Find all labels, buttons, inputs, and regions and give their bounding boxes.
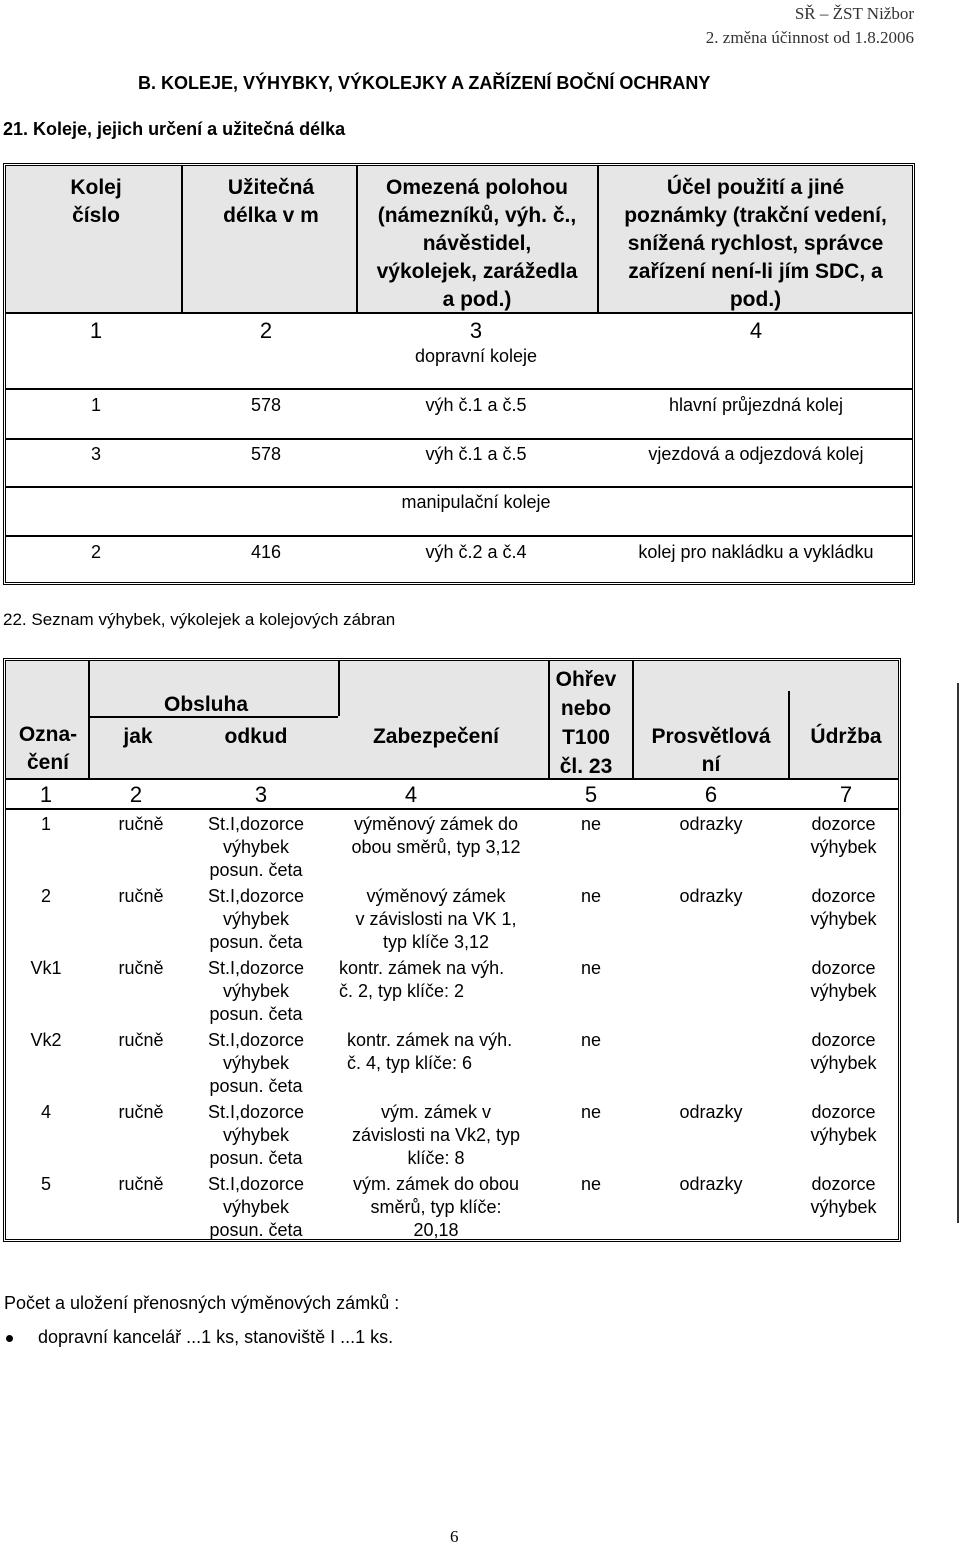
row2-kolej: 3	[90, 444, 101, 464]
col-kolej-header: Kolej číslo	[36, 174, 156, 230]
table-row-1-odkud: St.I,dozorce výhybek posun. četa	[207, 814, 305, 880]
table-row-1-zabezpeceni: výměnový zámek do obou směrů, typ 3,12	[351, 814, 521, 857]
row2-ucel: vjezdová a odjezdová kolej	[648, 444, 864, 464]
change-header: 2. změna účinnost od 1.8.2006	[705, 28, 914, 47]
section-22-title: 22. Seznam výhybek, výkolejek a kolejových zábran	[3, 610, 396, 629]
table-row-6-oznaceni: 5	[40, 1174, 51, 1194]
table-row-2-zabezpeceni: výměnový zámek v závislosti na VK 1, typ klíče 3,12	[355, 886, 517, 952]
table-row-6-zabezpeceni: vým. zámek do obou směrů, typ klíče: 20,18	[352, 1174, 520, 1240]
row3-delka: 416	[250, 542, 282, 562]
table-row-3-jak: ručně	[118, 958, 164, 978]
table-row-5-oznaceni: 4	[40, 1102, 51, 1122]
bullet-text: dopravní kancelář ...1 ks, stanoviště I ...1 ks.	[38, 1327, 394, 1347]
table-row-2-odkud: St.I,dozorce výhybek posun. četa	[207, 886, 305, 952]
col-odkud-header: odkud	[224, 725, 288, 748]
row2-omezena: výh č.1 a č.5	[425, 444, 527, 464]
table-row-5-ohrev: ne	[580, 1102, 602, 1122]
table-row-6-jak: ručně	[118, 1174, 164, 1194]
row3-ucel: kolej pro nakládku a vykládku	[638, 542, 874, 562]
t2-num-7: 7	[839, 782, 853, 807]
section-b-title: B. KOLEJE, VÝHYBKY, VÝKOLEJKY A ZAŘÍZENÍ BOČNÍ OCHRANY	[138, 73, 711, 93]
table-row-1-ohrev: ne	[580, 814, 602, 834]
note-text: Počet a uložení přenosných výměnových zámků :	[4, 1293, 400, 1313]
bullet-icon	[6, 1335, 13, 1342]
table-row-3-oznaceni: Vk1	[30, 958, 62, 978]
t2-num-4: 4	[404, 782, 418, 807]
col-oznaceni-header: Ozna- čení	[18, 723, 78, 774]
col-ohrev-header: Ohřev nebo T100 čl. 23	[555, 668, 617, 778]
tracks-table	[3, 163, 915, 585]
col-udrzba-header: Údržba	[810, 725, 882, 748]
col-ucel-header: Účel použití a jiné poznámky (trakční vedení, snížená rychlost, správce zařízení není-li jím SDC, a pod.)	[599, 174, 912, 314]
t2-num-6: 6	[704, 782, 718, 807]
table-row-3-odkud: St.I,dozorce výhybek posun. četa	[207, 958, 305, 1024]
table-row-5-prosvetlovani: odrazky	[679, 1102, 743, 1122]
group-manipulacni: manipulační koleje	[401, 492, 551, 512]
col-prosvetlovani-header: Prosvětlová ní	[651, 725, 771, 776]
col-zabezpeceni-header: Zabezpečení	[372, 725, 500, 748]
num-1: 1	[89, 318, 103, 343]
row3-omezena: výh č.2 a č.4	[425, 542, 527, 562]
table-row-6-ohrev: ne	[580, 1174, 602, 1194]
section-21-title: 21. Koleje, jejich určení a užitečná délka	[3, 119, 346, 139]
table-row-1-prosvetlovani: odrazky	[679, 814, 743, 834]
num-3: 3	[469, 318, 483, 343]
col-omezena-header: Omezená polohou (námezníků, výh. č., návěstidel, výkolejek, zarážedla a pod.)	[358, 174, 596, 314]
col-jak-header: jak	[123, 725, 153, 748]
switches-table	[3, 658, 901, 1242]
table-row-3-ohrev: ne	[580, 958, 602, 978]
table-row-2-prosvetlovani: odrazky	[679, 886, 743, 906]
t2-num-3: 3	[254, 782, 268, 807]
table-row-1-jak: ručně	[118, 814, 164, 834]
table-row-6-odkud: St.I,dozorce výhybek posun. četa	[207, 1174, 305, 1240]
row1-omezena: výh č.1 a č.5	[425, 395, 527, 415]
table-row-6-prosvetlovani: odrazky	[679, 1174, 743, 1194]
table-row-4-oznaceni: Vk2	[30, 1030, 62, 1050]
table-row-4-odkud: St.I,dozorce výhybek posun. četa	[207, 1030, 305, 1096]
table-row-5-udrzba: dozorce výhybek	[810, 1102, 877, 1145]
row3-kolej: 2	[90, 542, 101, 562]
row1-delka: 578	[250, 395, 282, 415]
table-row-1-udrzba: dozorce výhybek	[810, 814, 877, 857]
table-row-6-udrzba: dozorce výhybek	[810, 1174, 877, 1217]
table-row-2-udrzba: dozorce výhybek	[810, 886, 877, 929]
t2-num-5: 5	[584, 782, 598, 807]
col-obsluha-header: Obsluha	[163, 693, 248, 716]
table-row-3-zabezpeceni: kontr. zámek na výh. č. 2, typ klíče: 2	[339, 958, 505, 1001]
table-row-4-zabezpeceni: kontr. zámek na výh. č. 4, typ klíče: 6	[347, 1030, 513, 1073]
table-row-2-jak: ručně	[118, 886, 164, 906]
page-number: 6	[450, 1527, 459, 1546]
table-row-5-odkud: St.I,dozorce výhybek posun. četa	[207, 1102, 305, 1168]
table-row-5-jak: ručně	[118, 1102, 164, 1122]
t2-num-2: 2	[129, 782, 143, 807]
table-row-4-jak: ručně	[118, 1030, 164, 1050]
row2-delka: 578	[250, 444, 282, 464]
table-row-4-ohrev: ne	[580, 1030, 602, 1050]
col-delka-header: Užitečná délka v m	[186, 174, 356, 230]
table-row-3-udrzba: dozorce výhybek	[810, 958, 877, 1001]
t2-num-1: 1	[39, 782, 53, 807]
num-2: 2	[259, 318, 273, 343]
table-row-5-zabezpeceni: vým. zámek v závislosti na Vk2, typ klíče: 8	[351, 1102, 521, 1168]
margin-rule	[957, 683, 959, 1223]
row1-kolej: 1	[90, 395, 101, 415]
num-4: 4	[749, 318, 763, 343]
table-row-1-oznaceni: 1	[40, 814, 51, 834]
table-row-2-ohrev: ne	[580, 886, 602, 906]
table-row-2-oznaceni: 2	[40, 886, 51, 906]
table-row-4-udrzba: dozorce výhybek	[810, 1030, 877, 1073]
company-header: SŘ – ŽST Nižbor	[794, 4, 914, 23]
row1-ucel: hlavní průjezdná kolej	[668, 395, 844, 415]
group-dopravni: dopravní koleje	[414, 346, 538, 366]
